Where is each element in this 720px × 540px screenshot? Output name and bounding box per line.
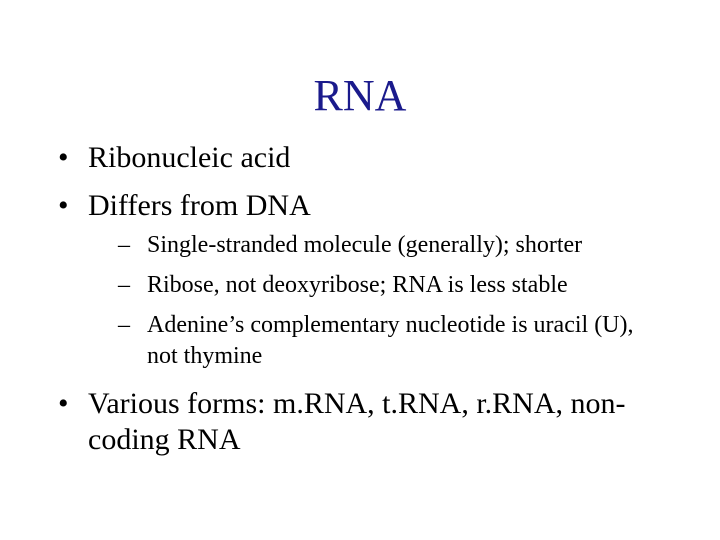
bullet-item bbox=[58, 386, 658, 458]
bullet-text: Ribonucleic acid bbox=[88, 141, 291, 174]
bullet-item bbox=[58, 188, 658, 224]
bullet-text: Differs from DNA bbox=[88, 189, 311, 222]
slide-title: RNA bbox=[313, 71, 407, 120]
sub-bullet-text: Ribose, not deoxyribose; RNA is less stable bbox=[147, 272, 568, 298]
bullet-marker: • bbox=[58, 141, 69, 174]
sub-bullet-text: Adenine’s complementary nucleotide is uracil (U), not thymine bbox=[147, 312, 634, 369]
sub-bullet-item bbox=[118, 270, 658, 301]
sub-bullet-item bbox=[118, 310, 658, 372]
sub-bullet-marker: – bbox=[118, 272, 130, 298]
bullet-marker: • bbox=[58, 189, 69, 222]
bullet-text: Various forms: m.RNA, t.RNA, r.RNA, non-coding RNA bbox=[88, 387, 626, 456]
sub-bullet-item bbox=[118, 230, 658, 261]
bullet-marker: • bbox=[58, 387, 69, 420]
sub-bullet-text: Single-stranded molecule (generally); shorter bbox=[147, 232, 583, 258]
sub-bullet-marker: – bbox=[118, 312, 130, 338]
bullet-item bbox=[58, 140, 658, 176]
sub-bullet-marker: – bbox=[118, 232, 130, 258]
